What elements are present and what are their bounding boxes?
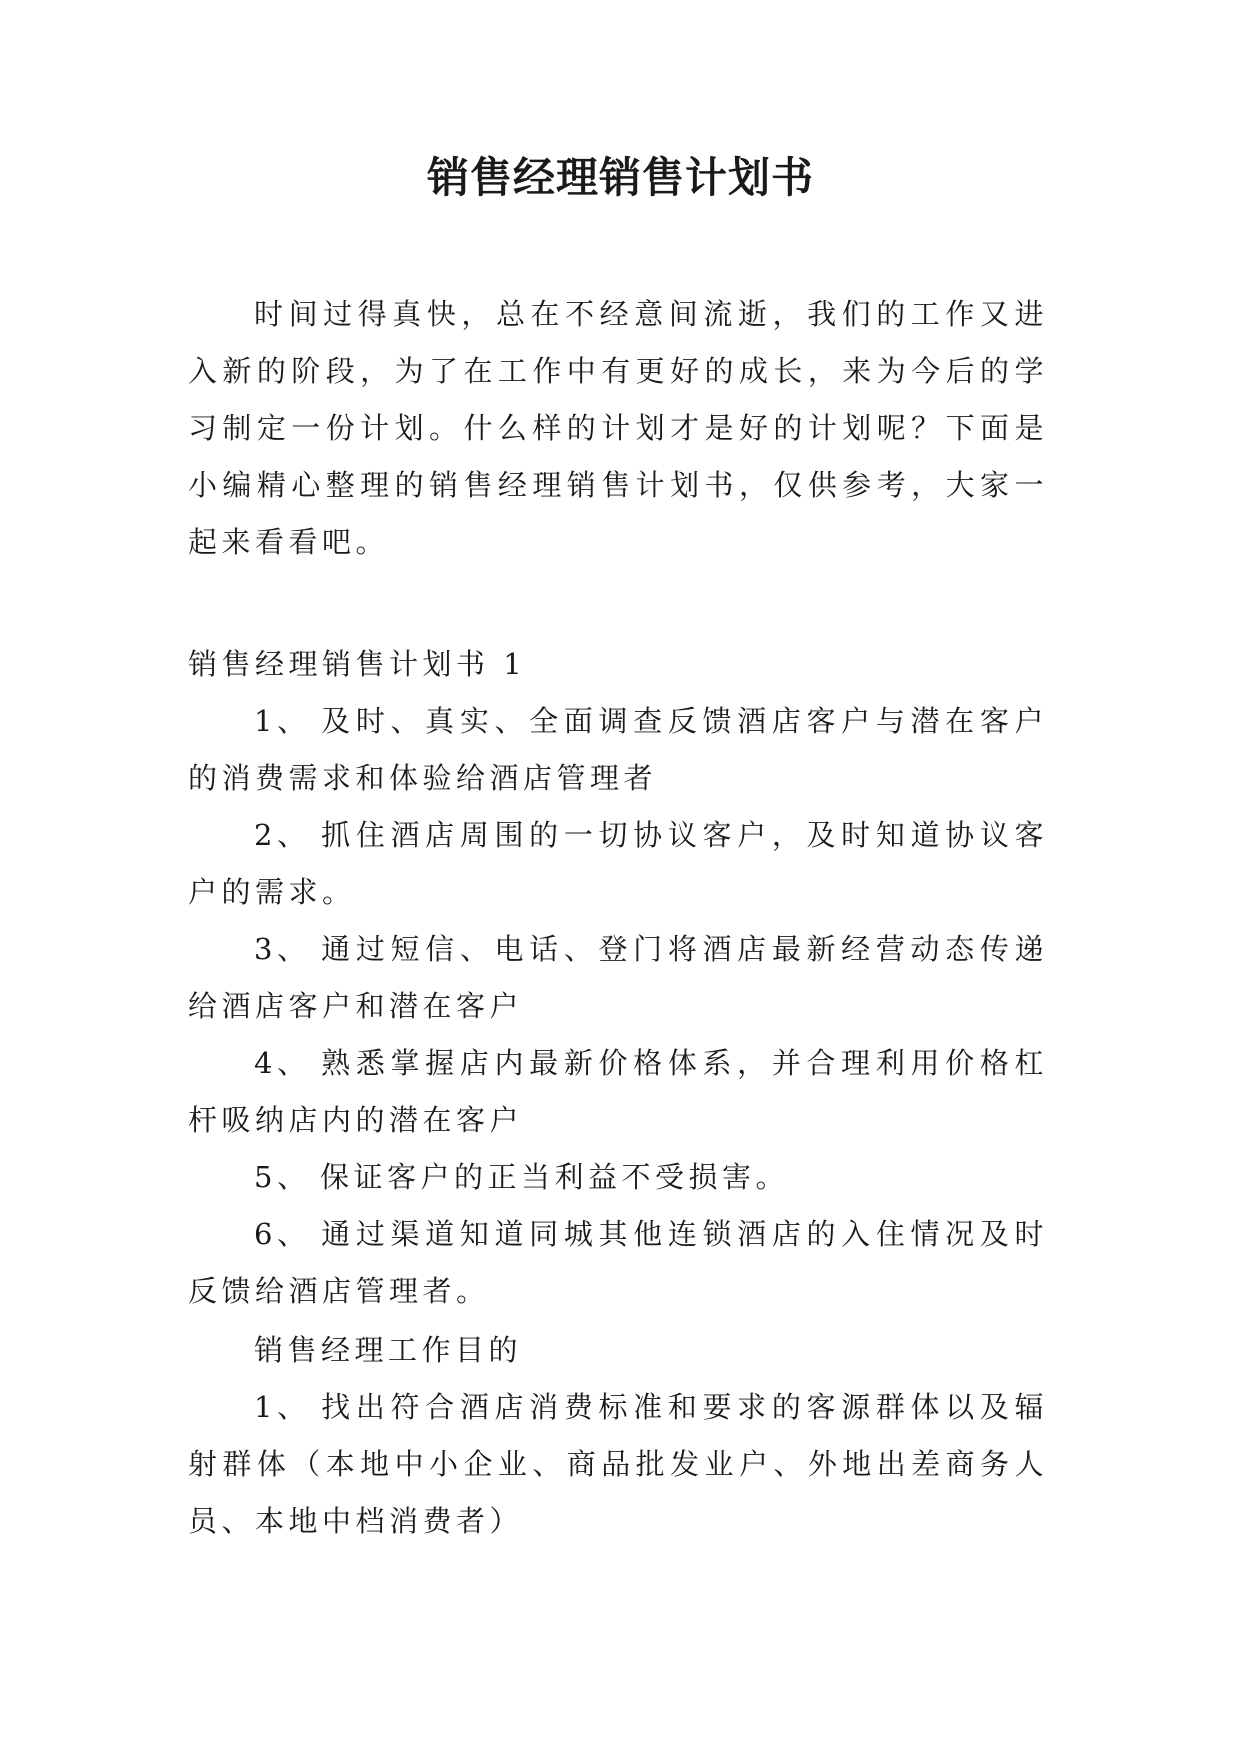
list-item (188, 807, 1048, 921)
section-heading-plan-1: 销售经理销售计划书 1 (188, 647, 527, 681)
item-text: 及时、真实、全面调查反馈酒店客户与潜在客户的消费需求和体验给酒店管理者 (188, 704, 1048, 795)
list-item (188, 1149, 1048, 1206)
list-item (188, 1206, 1048, 1320)
plan-item-list (188, 693, 1048, 1320)
list-item (188, 693, 1048, 807)
item-text: 找出符合酒店消费标准和要求的客源群体以及辐射群体（本地中小企业、商品批发业户、外地出差商务人员、本地中档消费者） (188, 1390, 1048, 1538)
section-heading-work-purpose: 销售经理工作目的 (254, 1333, 523, 1367)
item-text: 通过短信、电话、登门将酒店最新经营动态传递给酒店客户和潜在客户 (188, 932, 1048, 1023)
list-item (188, 1035, 1048, 1149)
list-item (188, 921, 1048, 1035)
item-number: 1、 (254, 704, 311, 738)
item-text: 保证客户的正当利益不受损害。 (320, 1160, 790, 1194)
item-number: 6、 (254, 1217, 311, 1251)
item-number: 1、 (254, 1390, 311, 1424)
item-text: 熟悉掌握店内最新价格体系，并合理利用价格杠杆吸纳店内的潜在客户 (188, 1046, 1048, 1137)
item-number: 4、 (254, 1046, 311, 1080)
item-text: 通过渠道知道同城其他连锁酒店的入住情况及时反馈给酒店管理者。 (188, 1217, 1048, 1308)
intro-paragraph: 时间过得真快，总在不经意间流逝，我们的工作又进入新的阶段，为了在工作中有更好的成长，来为今后的学习制定一份计划。什么样的计划才是好的计划呢？下面是小编精心整理的销售经理销售计划书，仅供参考，大家一起来看看吧。 (188, 297, 1048, 559)
item-number: 3、 (254, 932, 311, 966)
document-title: 销售经理销售计划书 (426, 153, 814, 202)
purpose-item-list (188, 1379, 1048, 1550)
item-number: 5、 (254, 1160, 311, 1194)
item-text: 抓住酒店周围的一切协议客户，及时知道协议客户的需求。 (188, 818, 1048, 909)
list-item (188, 1379, 1048, 1550)
item-number: 2、 (254, 818, 311, 852)
